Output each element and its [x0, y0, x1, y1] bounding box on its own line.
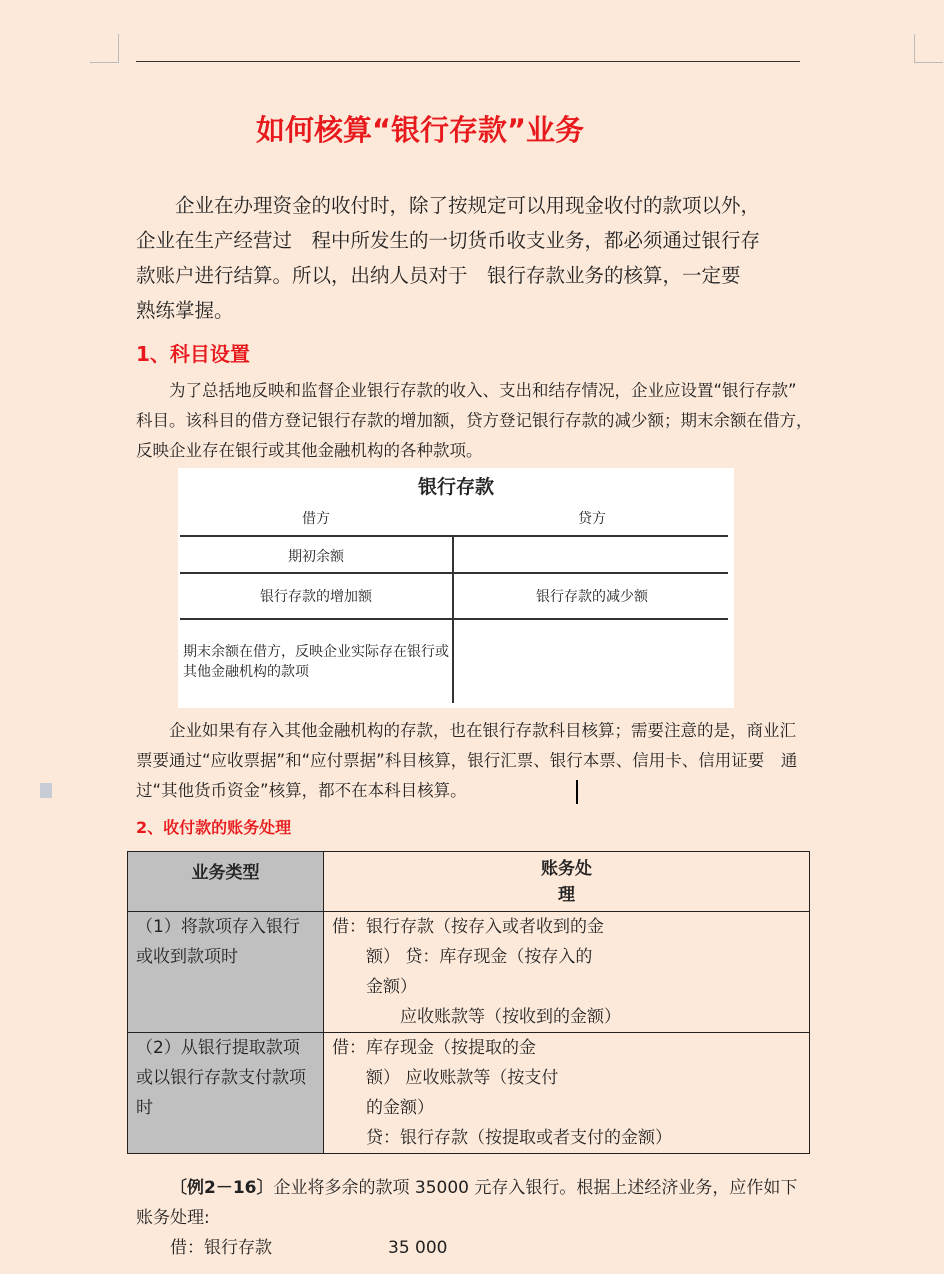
intro-paragraph — [136, 188, 806, 328]
text-cursor — [576, 780, 578, 804]
row-type: （2）从银行提取款项或以银行存款支付款项时 — [128, 1033, 324, 1154]
intro-line: 企业在办理资金的收付时，除了按规定可以用现金收付的款项以外， — [175, 194, 761, 217]
entry-line: 应收账款等（按收到的金额） — [400, 1007, 621, 1027]
example-text: 企业将多余的款项 35000 元存入银行。根据上述经济业务，应作如下账务处理: — [136, 1178, 798, 1228]
t-account-image — [178, 468, 734, 708]
divider — [180, 618, 728, 620]
header-type: 业务类型 — [128, 852, 324, 912]
header-line — [136, 61, 800, 62]
section-2-heading: 2、收付款的账务处理 — [136, 818, 292, 837]
section-1-paragraph: 为了总括地反映和监督企业银行存款的收入、支出和结存情况，企业应设置“银行存款” 科目。该科目的借方登记银行存款的增加额，贷方登记银行存款的减少额；期末余额在借方， 反映企业存在银行或其他金融机构的各种款项。 — [136, 381, 821, 460]
decrease-label: 银行存款的减少额 — [536, 589, 648, 605]
intro-line: 企业在生产经营过 程中所发生的一切货币收支业务，都必须通过银行存 — [136, 229, 761, 252]
entry-line: 额） 应收账款等（按支付 — [366, 1068, 559, 1088]
intro-line: 款账户进行结算。所以，出纳人员对于 银行存款业务的核算，一定要 — [136, 264, 741, 287]
entry-line: 借：银行存款（按存入或者收到的金 — [332, 917, 604, 937]
entry-line: 贷：银行存款（按提取或者支付的金额） — [366, 1128, 672, 1148]
debit-label: 借方 — [302, 511, 330, 527]
credit-label: 贷方 — [578, 511, 606, 527]
example-label: 〔例2－16〕 — [170, 1178, 274, 1198]
intro-line: 熟练掌握。 — [136, 299, 234, 322]
header-entry-part: 账务处 — [541, 859, 592, 879]
margin-corner-right — [914, 34, 943, 63]
example-paragraph — [136, 1173, 812, 1263]
divider — [180, 572, 728, 574]
entry-amount: 35 000 — [388, 1238, 448, 1258]
note-paragraph: 企业如果有存入其他金融机构的存款，也在银行存款科目核算；需要注意的是，商业汇 票要通过“应收票据”和“应付票据”科目核算，银行汇票、银行本票、信用卡、信用证要 通过“其他货币资金”核算，都不在本科目核算。 — [136, 721, 813, 800]
row-type: （1）将款项存入银行或收到款项时 — [128, 912, 324, 1033]
closing-balance: 期末余额在借方，反映企业实际存在银行或其他金融机构的款项 — [183, 644, 449, 680]
header-entry — [324, 852, 810, 912]
entry-line: 借：库存现金（按提取的金 — [332, 1038, 536, 1058]
divider — [180, 535, 728, 537]
row-entry — [324, 912, 810, 1033]
t-account-title: 银行存款 — [417, 476, 494, 498]
opening-balance: 期初余额 — [288, 549, 344, 565]
margin-corner-left — [90, 34, 119, 63]
accounting-table — [127, 851, 810, 1154]
document-title: 如何核算“银行存款”业务 — [255, 113, 585, 147]
entry-line: 额） 贷：库存现金（按存入的 — [366, 947, 593, 967]
increase-label: 银行存款的增加额 — [260, 589, 372, 605]
entry-account: 借：银行存款 — [170, 1238, 272, 1258]
entry-line: 的金额） — [366, 1098, 434, 1118]
entry-line: 金额） — [366, 977, 417, 997]
row-entry — [324, 1033, 810, 1154]
header-entry-part: 理 — [558, 885, 575, 905]
section-1-heading: 1、科目设置 — [136, 342, 250, 366]
paste-options-icon[interactable] — [40, 783, 52, 798]
